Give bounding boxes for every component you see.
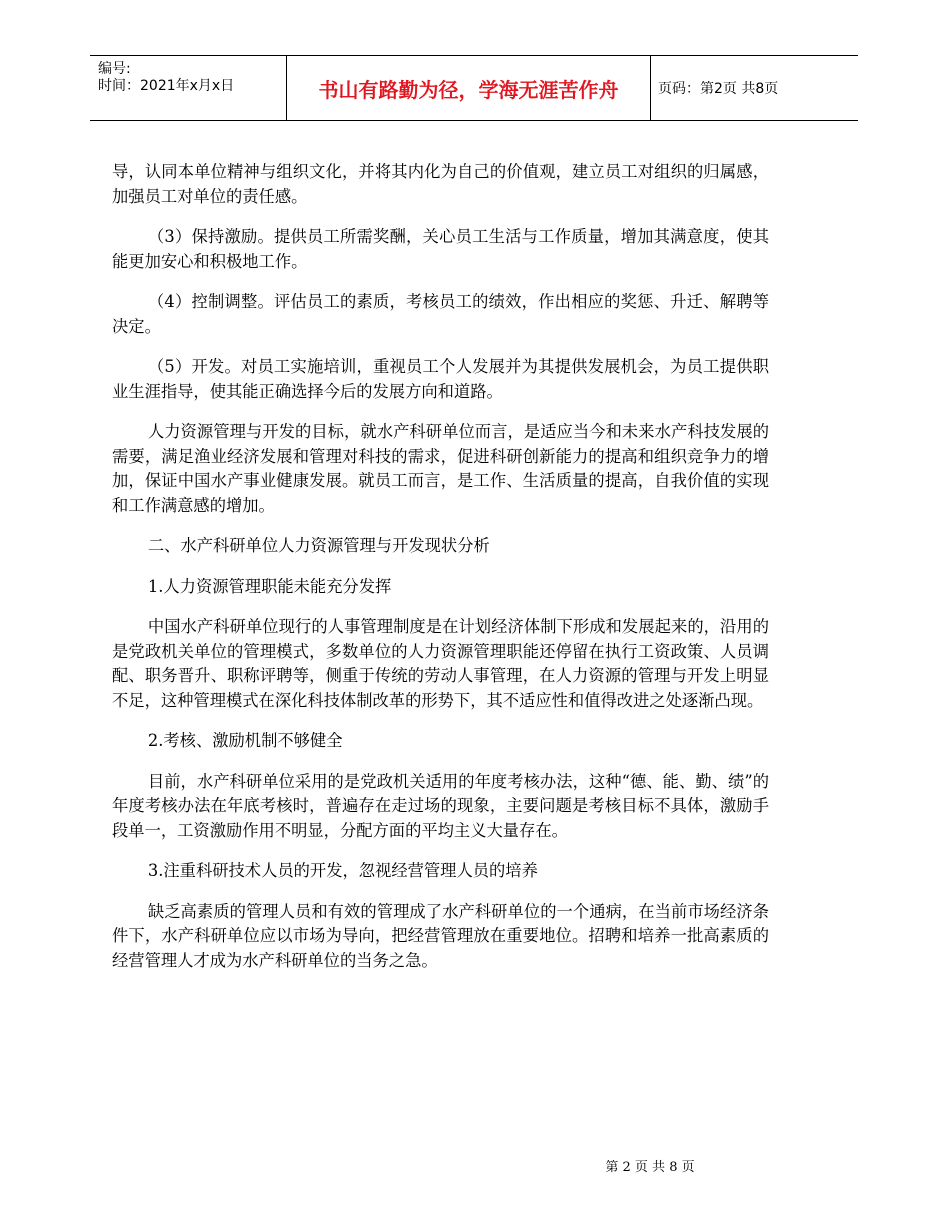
paragraph: 中国水产科研单位现行的人事管理制度是在计划经济体制下形成和发展起来的，沿用的是党政机关单位的管理模式，多数单位的人力资源管理职能还停留在执行工资政策、人员调配、职务晋升、职称评聘等，侧重于传统的劳动人事管理，在人力资源的管理与开发上明显不足，这种管理模式在深化科技体制改革的形势下，其不适应性和值得改进之处逐渐凸现。 [112, 617, 769, 710]
subsection-heading: 1.人力资源管理职能未能充分发挥 [147, 576, 392, 596]
section-heading: 二、水产科研单位人力资源管理与开发现状分析 [147, 536, 490, 555]
paragraph: 导，认同本单位精神与组织文化，并将其内化为自己的价值观，建立员工对组织的归属感，加强员工对单位的责任感。 [112, 162, 769, 206]
header-divider [650, 56, 651, 120]
header-page-info: 页码：第2页 共8页 [658, 81, 779, 97]
subsection-heading: 2.考核、激励机制不够健全 [147, 731, 343, 750]
page-footer: 第 2 页 共 8 页 [605, 1160, 695, 1175]
document-time-label: 时间：2021年x月x日 [98, 78, 235, 94]
paragraph: 缺乏高素质的管理人员和有效的管理成了水产科研单位的一个通病，在当前市场经济条件下，水产科研单位应以市场为导向，把经营管理放在重要地位。招聘和培养一批高素质的经营管理人才成为水产科研单位的当务之急。 [112, 901, 769, 970]
paragraph: 目前，水产科研单位采用的是党政机关适用的年度考核办法，这种“德、能、勤、绩”的年度考核办法在年底考核时，普遍存在走过场的现象，主要问题是考核目标不具体，激励手段单一，工资激励作用不明显，分配方面的平均主义大量存在。 [112, 771, 769, 840]
paragraph: （5）开发。对员工实施培训，重视员工个人发展并为其提供发展机会，为员工提供职业生涯指导，使其能正确选择今后的发展方向和道路。 [112, 357, 769, 401]
paragraph: （4）控制调整。评估员工的素质，考核员工的绩效，作出相应的奖惩、升迁、解聘等决定。 [112, 292, 769, 336]
header-meta [98, 61, 288, 95]
header-motto: 书山有路勤为径，学海无涯苦作舟 [318, 77, 619, 102]
paragraph: （3）保持激励。提供员工所需奖酬，关心员工生活与工作质量，增加其满意度，使其能更加安心和积极地工作。 [112, 227, 769, 271]
document-body [112, 160, 769, 989]
document-number-label: 编号: [98, 61, 131, 77]
subsection-heading: 3.注重科研技术人员的开发，忽视经营管理人员的培养 [147, 861, 538, 880]
paragraph: 人力资源管理与开发的目标，就水产科研单位而言，是适应当今和未来水产科技发展的需要，满足渔业经济发展和管理对科技的需求，促进科研创新能力的提高和组织竞争力的增加，保证中国水产事业健康发展。就员工而言，是工作、生活质量的提高，自我价值的实现和工作满意感的增加。 [112, 422, 769, 515]
page-header [90, 55, 858, 121]
